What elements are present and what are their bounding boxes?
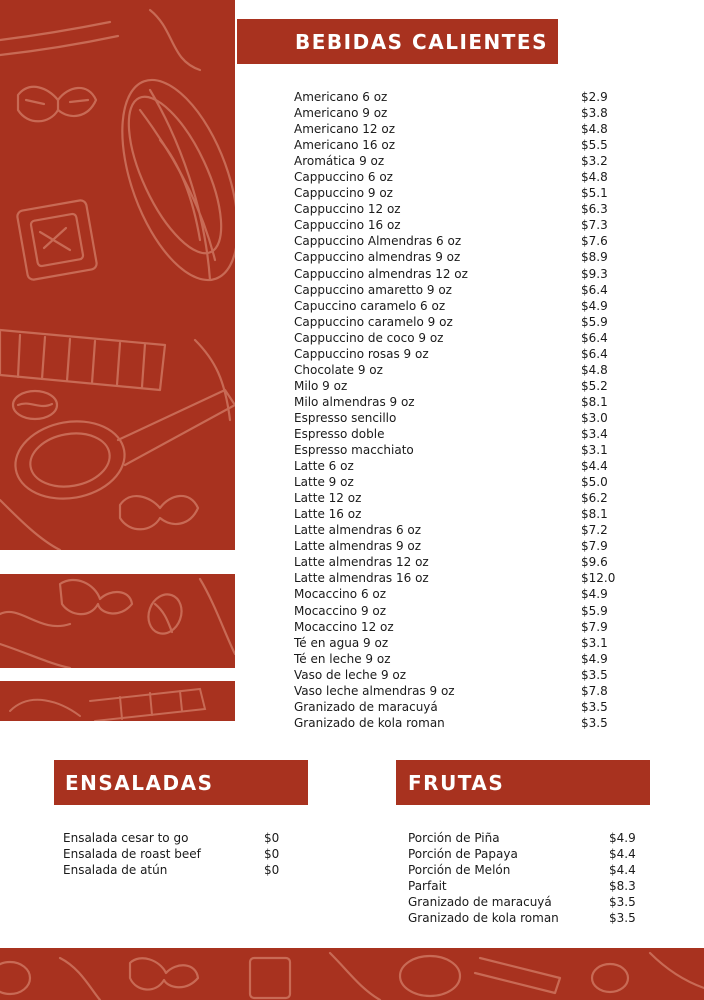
menu-item (408, 894, 648, 910)
menu-item-name: Espresso macchiato (294, 443, 414, 458)
menu-item (408, 862, 648, 878)
menu-item-name: Latte almendras 9 oz (294, 539, 422, 554)
section-title-frutas: FRUTAS (408, 770, 505, 795)
menu-item (294, 346, 624, 362)
pasta-doodle-strip (0, 574, 235, 668)
menu-item (294, 667, 624, 683)
menu-item-name: Americano 6 oz (294, 90, 388, 104)
menu-item-price: $4.4 (609, 863, 636, 878)
menu-item (294, 458, 624, 474)
menu-item (294, 362, 624, 378)
menu-item (294, 506, 624, 522)
menu-item (294, 538, 624, 554)
section-title-bebidas: BEBIDAS CALIENTES (295, 29, 548, 54)
pasta-illustration-footer (0, 948, 704, 1000)
menu-item-name: Té en agua 9 oz (294, 635, 389, 650)
section-header-frutas (396, 760, 650, 805)
menu-item-name: Cappuccino Almendras 6 oz (294, 234, 462, 249)
menu-item-price: $4.9 (581, 298, 608, 313)
menu-item (294, 651, 624, 667)
menu-list-frutas (408, 830, 648, 926)
menu-item-name: Vaso leche almendras 9 oz (294, 683, 455, 698)
menu-item-name: Mocaccino 12 oz (294, 619, 394, 634)
menu-item-name: Latte almendras 16 oz (294, 571, 429, 586)
menu-item (294, 442, 624, 458)
menu-item-name: Cappuccino 12 oz (294, 202, 401, 217)
menu-item-price: $3.5 (581, 667, 608, 682)
menu-item-price: $7.9 (581, 539, 608, 554)
menu-item-name: Té en leche 9 oz (294, 651, 391, 666)
menu-item-price: $9.6 (581, 555, 608, 570)
menu-item (294, 699, 624, 715)
menu-item-name: Aromática 9 oz (294, 154, 385, 169)
menu-item-name: Capuccino caramelo 6 oz (294, 298, 446, 313)
menu-item-price: $3.8 (581, 106, 608, 121)
menu-item-price: $7.3 (581, 218, 608, 233)
menu-item (294, 121, 624, 137)
menu-item-price: $3.2 (581, 154, 608, 169)
menu-item (294, 185, 624, 201)
menu-item (294, 266, 624, 282)
section-header-bebidas (237, 19, 558, 64)
menu-item-price: $5.2 (581, 378, 608, 393)
menu-item-price: $9.3 (581, 266, 608, 281)
menu-item-name: Chocolate 9 oz (294, 362, 383, 377)
menu-item-name: Porción de Papaya (408, 847, 518, 862)
menu-item-price: $0 (264, 863, 280, 878)
pasta-doodle-footer (0, 948, 704, 1000)
menu-item-price: $5.9 (581, 603, 608, 618)
menu-item (294, 217, 624, 233)
menu-item-name: Cappuccino rosas 9 oz (294, 346, 429, 361)
pasta-illustration-strip (0, 574, 235, 668)
menu-item (294, 137, 624, 153)
menu-item (63, 846, 303, 862)
menu-item-name: Granizado de maracuyá (408, 895, 552, 910)
menu-item-price: $4.8 (581, 122, 608, 137)
menu-item-price: $3.4 (581, 426, 608, 441)
menu-item (294, 554, 624, 570)
menu-item-price: $4.9 (581, 651, 608, 666)
menu-item-price: $5.5 (581, 138, 608, 153)
menu-item-name: Latte almendras 12 oz (294, 555, 429, 570)
menu-item-price: $4.4 (609, 847, 636, 862)
menu-item-price: $3.1 (581, 635, 608, 650)
menu-item (294, 635, 624, 651)
menu-item-price: $2.9 (581, 90, 608, 104)
menu-item-name: Cappuccino almendras 12 oz (294, 266, 468, 281)
menu-item (294, 619, 624, 635)
menu-item-name: Latte 12 oz (294, 491, 362, 506)
menu-item-name: Granizado de kola roman (408, 911, 559, 926)
pasta-doodle-panel (0, 0, 235, 550)
menu-item-price: $6.2 (581, 491, 608, 506)
menu-item-price: $0 (264, 847, 280, 862)
menu-item-price: $7.6 (581, 234, 608, 249)
menu-item-price: $4.8 (581, 170, 608, 185)
menu-item (294, 169, 624, 185)
menu-item-name: Cappuccino 9 oz (294, 186, 393, 201)
menu-item (408, 846, 648, 862)
menu-item-name: Latte almendras 6 oz (294, 523, 422, 538)
menu-item-name: Ensalada de atún (63, 863, 168, 878)
menu-item (294, 394, 624, 410)
menu-item-price: $3.1 (581, 443, 608, 458)
menu-item-price: $7.9 (581, 619, 608, 634)
menu-item-price: $4.9 (581, 587, 608, 602)
menu-item-name: Espresso sencillo (294, 410, 397, 425)
menu-item-name: Americano 12 oz (294, 122, 395, 137)
menu-item-price: $5.0 (581, 475, 608, 490)
menu-item-price: $5.1 (581, 186, 608, 201)
menu-item-price: $7.2 (581, 523, 608, 538)
menu-item (294, 522, 624, 538)
menu-item (294, 715, 624, 731)
menu-item-name: Mocaccino 9 oz (294, 603, 387, 618)
section-header-ensaladas (54, 760, 308, 805)
menu-item-name: Cappuccino caramelo 9 oz (294, 314, 453, 329)
section-title-ensaladas: ENSALADAS (65, 770, 214, 795)
menu-item (294, 89, 624, 105)
menu-item-price: $12.0 (581, 571, 616, 586)
menu-item (294, 570, 624, 586)
menu-item (294, 683, 624, 699)
menu-item-price: $3.5 (609, 911, 636, 926)
menu-item (408, 830, 648, 846)
menu-item-price: $8.1 (581, 507, 608, 522)
menu-item-price: $8.9 (581, 250, 608, 265)
menu-item (294, 201, 624, 217)
menu-item-name: Americano 9 oz (294, 106, 388, 121)
menu-item (294, 410, 624, 426)
menu-item (63, 830, 303, 846)
menu-item-price: $0 (264, 831, 280, 845)
menu-list-bebidas (294, 89, 624, 731)
menu-item (294, 298, 624, 314)
menu-item-price: $8.3 (609, 879, 636, 894)
menu-item-price: $6.4 (581, 282, 608, 297)
menu-list-ensaladas (63, 830, 303, 878)
menu-item-name: Granizado de kola roman (294, 715, 445, 730)
menu-item-price: $3.5 (581, 699, 608, 714)
menu-item-name: Parfait (408, 879, 447, 894)
menu-item (294, 233, 624, 249)
menu-item (294, 105, 624, 121)
menu-item-price: $3.0 (581, 410, 608, 425)
menu-item-name: Mocaccino 6 oz (294, 587, 387, 602)
menu-item-price: $7.8 (581, 683, 608, 698)
menu-item-price: $6.4 (581, 330, 608, 345)
menu-item-price: $4.8 (581, 362, 608, 377)
menu-item (294, 586, 624, 602)
menu-item (294, 378, 624, 394)
menu-item-price: $6.3 (581, 202, 608, 217)
menu-item-name: Ensalada de roast beef (63, 847, 201, 862)
menu-item-price: $6.4 (581, 346, 608, 361)
menu-item-name: Cappuccino amaretto 9 oz (294, 282, 452, 297)
menu-item (63, 862, 303, 878)
menu-item-name: Latte 9 oz (294, 475, 354, 490)
menu-item-name: Ensalada cesar to go (63, 831, 189, 845)
menu-item (294, 282, 624, 298)
pasta-illustration (0, 0, 235, 550)
menu-item (294, 249, 624, 265)
menu-item-price: $4.9 (609, 831, 636, 845)
menu-item (294, 490, 624, 506)
menu-item (408, 910, 648, 926)
menu-item-price: $8.1 (581, 394, 608, 409)
menu-item (294, 314, 624, 330)
menu-item (294, 426, 624, 442)
menu-item-name: Latte 6 oz (294, 459, 354, 474)
menu-item-name: Porción de Piña (408, 831, 500, 845)
menu-item-name: Milo 9 oz (294, 378, 348, 393)
menu-item-name: Americano 16 oz (294, 138, 395, 153)
menu-item-name: Cappuccino 16 oz (294, 218, 401, 233)
menu-item (408, 878, 648, 894)
menu-item-price: $4.4 (581, 459, 608, 474)
menu-item (294, 330, 624, 346)
pasta-doodle-strip-small (0, 681, 235, 721)
menu-item-name: Porción de Melón (408, 863, 511, 878)
menu-item-price: $3.5 (609, 895, 636, 910)
menu-item (294, 603, 624, 619)
menu-item-name: Latte 16 oz (294, 507, 362, 522)
menu-item-price: $3.5 (581, 715, 608, 730)
menu-item-price: $5.9 (581, 314, 608, 329)
menu-item (294, 153, 624, 169)
menu-item-name: Espresso doble (294, 426, 385, 441)
menu-item-name: Milo almendras 9 oz (294, 394, 415, 409)
pasta-illustration-small (0, 681, 235, 721)
menu-item-name: Cappuccino de coco 9 oz (294, 330, 444, 345)
menu-item-name: Cappuccino 6 oz (294, 170, 393, 185)
menu-item-name: Vaso de leche 9 oz (294, 667, 407, 682)
menu-item-name: Granizado de maracuyá (294, 699, 438, 714)
menu-item (294, 474, 624, 490)
menu-item-name: Cappuccino almendras 9 oz (294, 250, 461, 265)
